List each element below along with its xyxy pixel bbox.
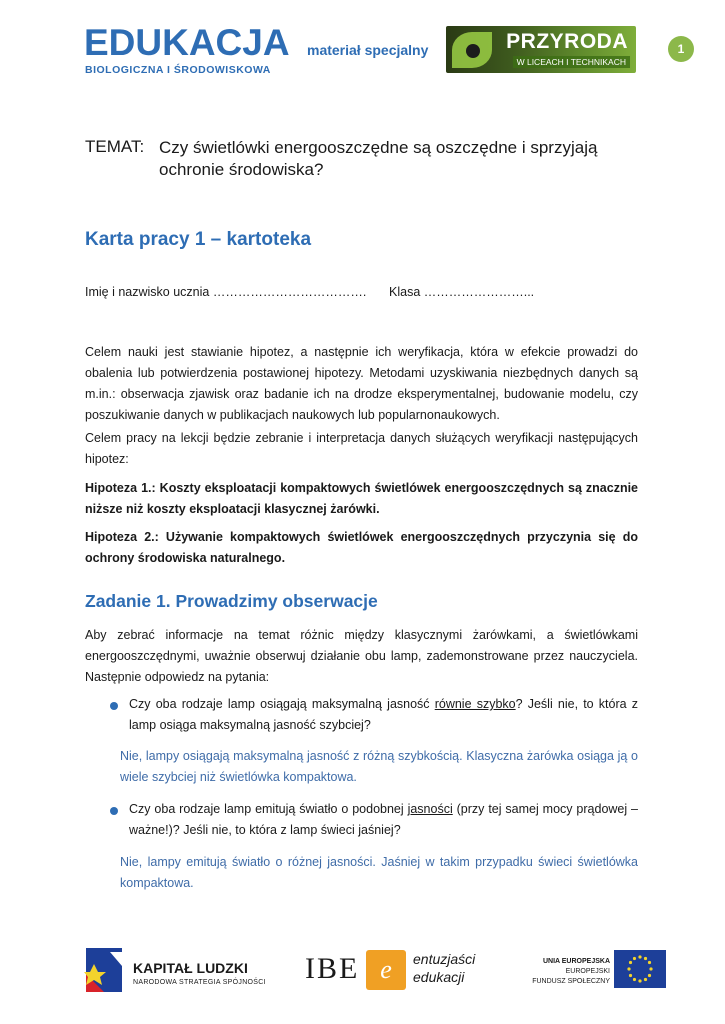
hypothesis-1: Hipoteza 1.: Koszty eksploatacji kompaktowych świetlówek energooszczędnych są znacznie niższe niż koszty eksploatacji klasycznej żarówki. xyxy=(85,481,638,516)
card-title: Karta pracy 1 – kartoteka xyxy=(85,229,312,250)
question-2: Czy oba rodzaje lamp emitują światło o podobnej jasności (przy tej samej mocy prądowej – ważne!)? Jeśli nie, to która z lamp świeci jaśniej? xyxy=(129,802,639,837)
kapital-ludzki-subtitle: NARODOWA STRATEGIA SPÓJNOŚCI xyxy=(133,979,266,986)
topic-text: Czy świetlówki energooszczędne są oszczędne i sprzyjają ochronie środowiska? xyxy=(159,138,598,179)
answer-2: Nie, lampy emitują światło o różnej jasności. Jaśniej w takim przypadku świeci świetlówka kompaktowa. xyxy=(120,855,638,890)
student-class-field: Klasa ……………………... xyxy=(389,285,535,299)
badge-subtitle: W LICEACH I TECHNIKACH xyxy=(513,56,630,68)
intro-paragraph: Celem nauki jest stawianie hipotez, a następnie ich weryfikacja, która w efekcie prowadzi do obalenia lub potwierdzenia postawionej hipotezy. Metodami uzyskiwania niezbędnych danych są m.in.: obserwacja zjawisk oraz badanie ich na drodze eksperymentalnej, budowanie modelu, czy poszukiwanie danych w publikacjach naukowych lub popularnonaukowych. xyxy=(85,345,638,422)
entuzjasci-text: entuzjaści edukacji xyxy=(413,951,476,985)
task-title: Zadanie 1. Prowadzimy obserwacje xyxy=(85,591,378,611)
goal-paragraph: Celem pracy na lekcji będzie zebranie i interpretacja danych służących weryfikacji następujących hipotez: xyxy=(85,431,638,466)
kapital-ludzki-flag-icon xyxy=(84,944,124,996)
material-label: materiał specjalny xyxy=(307,42,429,58)
task-intro: Aby zebrać informacje na temat różnic między klasycznymi żarówkami, a świetlówkami energooszczędnymi, uważnie obserwuj działanie obu lamp, zademonstrowane przez nauczyciela. Następnie odpowiedz na pytania: xyxy=(85,628,638,684)
topic-label: TEMAT: xyxy=(85,137,145,156)
bullet-icon xyxy=(110,807,118,815)
logo-title: EDUKACJA xyxy=(84,22,290,63)
question-1: Czy oba rodzaje lamp osiągają maksymalną jasność równie szybko? Jeśli nie, to która z lamp osiąga maksymalną jasność szybciej? xyxy=(129,697,638,732)
logo-subtitle: BIOLOGICZNA I ŚRODOWISKOWA xyxy=(85,64,271,76)
ibe-logo: IBE xyxy=(305,952,360,985)
student-name-field: Imię i nazwisko ucznia ………………………………. xyxy=(85,285,367,299)
bullet-icon xyxy=(110,702,118,710)
ue-label: UNIA EUROPEJSKA EUROPEJSKI FUNDUSZ SPOŁECZNY xyxy=(532,958,610,985)
kapital-ludzki-title: KAPITAŁ LUDZKI xyxy=(133,960,248,976)
page-number: 1 xyxy=(668,36,694,62)
hypothesis-2: Hipoteza 2.: Używanie kompaktowych świetlówek energooszczędnych przyczynia się do ochrony środowiska naturalnego. xyxy=(85,530,638,565)
answer-1: Nie, lampy osiągają maksymalną jasność z różną szybkością. Klasyczna żarówka osiąga ją o wiele szybciej niż świetlówka kompaktowa. xyxy=(120,749,638,784)
przyroda-badge xyxy=(446,26,636,73)
eu-flag-icon xyxy=(614,950,666,988)
entuzjasci-logo-icon: e xyxy=(366,950,406,990)
badge-title: PRZYRODA xyxy=(506,30,628,53)
beetle-icon xyxy=(466,44,480,58)
